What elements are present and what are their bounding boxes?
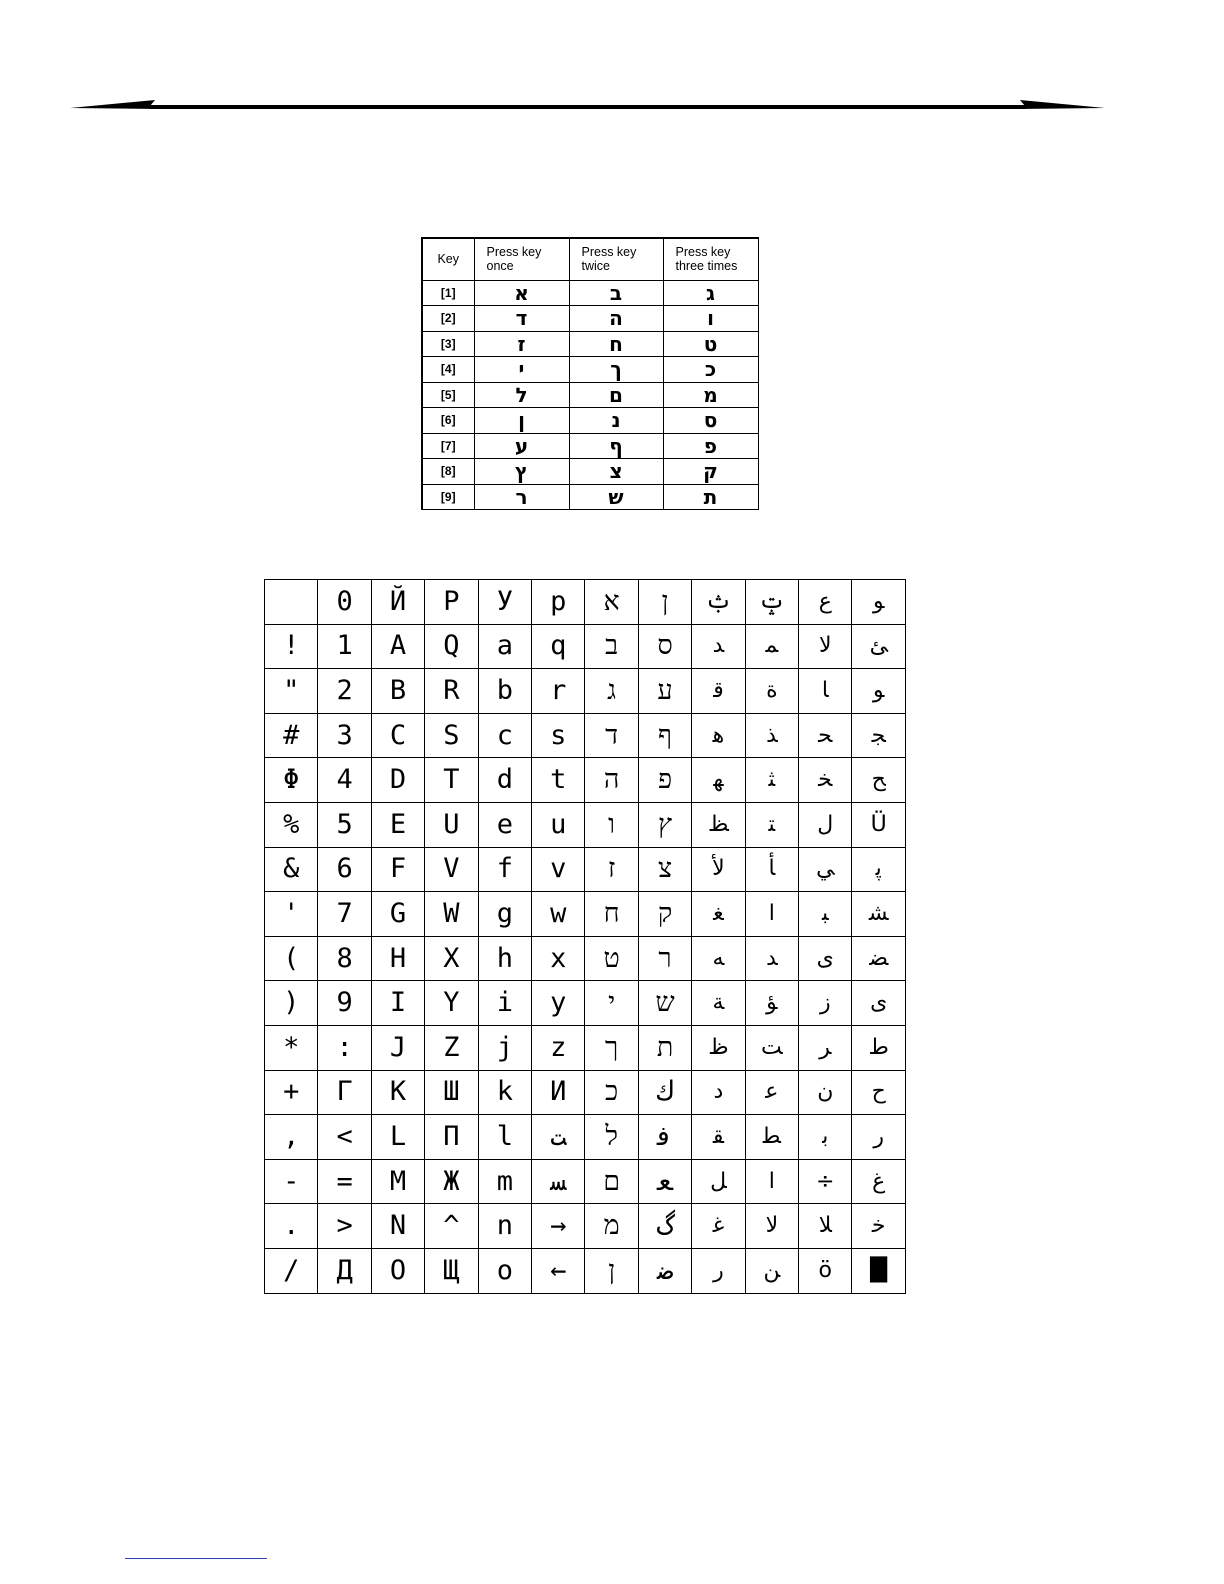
charset-cell: ﻓ xyxy=(638,1115,691,1160)
charset-cell: u xyxy=(532,802,585,847)
charset-cell: ק xyxy=(638,892,691,937)
press-once-char: ר xyxy=(474,484,569,510)
charset-cell: Q xyxy=(425,624,478,669)
charset-cell: ﻐ xyxy=(692,892,745,937)
charset-cell: Ш xyxy=(425,1070,478,1115)
charset-cell: ﺸ xyxy=(852,892,906,937)
press-twice-char: ה xyxy=(569,306,663,332)
press-twice-char: נ xyxy=(569,408,663,434)
charset-cell: Φ xyxy=(265,758,318,803)
charset-cell: Г xyxy=(318,1070,371,1115)
charset-cell: ﻍ xyxy=(852,1159,906,1204)
charset-cell: ﻏ xyxy=(692,1204,745,1249)
header-key: Key xyxy=(422,238,474,280)
charset-cell: ך xyxy=(585,1025,638,1070)
charset-cell: f xyxy=(478,847,531,892)
charset-row xyxy=(265,624,906,669)
charset-cell: ﺪ xyxy=(692,624,745,669)
charset-cell: ﻆ xyxy=(692,802,745,847)
press-three-char: ס xyxy=(663,408,758,434)
charset-cell xyxy=(265,580,318,625)
charset-cell: כ xyxy=(585,1070,638,1115)
charset-row xyxy=(265,892,906,937)
key-table-row xyxy=(422,408,758,434)
key-label: [4] xyxy=(422,357,474,383)
charset-cell: 1 xyxy=(318,624,371,669)
charset-row xyxy=(265,802,906,847)
charset-cell: n xyxy=(478,1204,531,1249)
charset-cell: , xyxy=(265,1115,318,1160)
charset-cell: 7 xyxy=(318,892,371,937)
charset-cell: B xyxy=(371,669,424,714)
charset-cell: И xyxy=(532,1070,585,1115)
header-press-once-line1: Press key xyxy=(486,245,542,260)
charset-cell: ﺭ xyxy=(852,1115,906,1160)
press-three-char: ט xyxy=(663,331,758,357)
charset-cell: ﺖ xyxy=(532,1115,585,1160)
charset-cell: ﻌ xyxy=(638,1159,691,1204)
charset-cell: ט xyxy=(585,936,638,981)
charset-cell: " xyxy=(265,669,318,714)
charset-cell: G xyxy=(371,892,424,937)
charset-cell: X xyxy=(425,936,478,981)
charset-cell: 6 xyxy=(318,847,371,892)
charset-row xyxy=(265,1204,906,1249)
charset-cell: b xyxy=(478,669,531,714)
charset-cell: ݓ xyxy=(745,580,798,625)
charset-row xyxy=(265,1159,906,1204)
press-three-char: ג xyxy=(663,280,758,306)
charset-cell: g xyxy=(478,892,531,937)
key-label: [7] xyxy=(422,433,474,459)
press-once-char: א xyxy=(474,280,569,306)
charset-cell: # xyxy=(265,713,318,758)
charset-cell: v xyxy=(532,847,585,892)
charset-cell: F xyxy=(371,847,424,892)
header-press-twice xyxy=(569,238,663,280)
charset-cell: ا xyxy=(745,892,798,937)
charset-cell: ﻼ xyxy=(799,1204,852,1249)
charset-cell: ﻙ xyxy=(638,1070,691,1115)
charset-cell: W xyxy=(425,892,478,937)
charset-cell: R xyxy=(425,669,478,714)
charset-cell: U xyxy=(425,802,478,847)
press-twice-char: צ xyxy=(569,459,663,485)
charset-cell: Z xyxy=(425,1025,478,1070)
charset-cell: ﺢ xyxy=(852,758,906,803)
charset-cell: + xyxy=(265,1070,318,1115)
charset-row xyxy=(265,981,906,1026)
charset-cell: ﺔ xyxy=(692,981,745,1026)
charset-cell: j xyxy=(478,1025,531,1070)
charset-cell: Д xyxy=(318,1248,371,1293)
header-rule-right-taper xyxy=(1015,100,1105,109)
charset-cell: ← xyxy=(532,1248,585,1293)
press-once-char: ע xyxy=(474,433,569,459)
charset-row xyxy=(265,580,906,625)
charset-cell: 0 xyxy=(318,580,371,625)
press-three-char: פ xyxy=(663,433,758,459)
charset-cell: r xyxy=(532,669,585,714)
charset-cell: & xyxy=(265,847,318,892)
charset-cell: ! xyxy=(265,624,318,669)
charset-cell: 8 xyxy=(318,936,371,981)
charset-cell: ﻄ xyxy=(745,1115,798,1160)
charset-row xyxy=(265,713,906,758)
charset-cell: 5 xyxy=(318,802,371,847)
charset-cell: y xyxy=(532,981,585,1026)
charset-row xyxy=(265,1115,906,1160)
charset-row xyxy=(265,1025,906,1070)
header-press-twice-line1: Press key xyxy=(581,245,637,260)
charset-cell: T xyxy=(425,758,478,803)
charset-cell: ו xyxy=(585,802,638,847)
charset-row xyxy=(265,669,906,714)
charset-cell: w xyxy=(532,892,585,937)
charset-cell: ن xyxy=(799,1070,852,1115)
press-twice-char: ח xyxy=(569,331,663,357)
charset-cell: ף xyxy=(638,713,691,758)
charset-cell: > xyxy=(318,1204,371,1249)
charset-cell: ﻞ xyxy=(692,1159,745,1204)
press-twice-char: ם xyxy=(569,382,663,408)
charset-cell: ﺯ xyxy=(799,981,852,1026)
press-once-char: ד xyxy=(474,306,569,332)
key-label: [3] xyxy=(422,331,474,357)
charset-cell: ﺎ xyxy=(799,669,852,714)
charset-cell: ﺡ xyxy=(852,1070,906,1115)
charset-cell: i xyxy=(478,981,531,1026)
header-press-once xyxy=(474,238,569,280)
key-table-row xyxy=(422,382,758,408)
charset-cell: ﮒ xyxy=(638,1204,691,1249)
charset-cell: x xyxy=(532,936,585,981)
charset-cell: ة xyxy=(745,669,798,714)
key-table-row xyxy=(422,357,758,383)
charset-cell: ל xyxy=(585,1115,638,1160)
charset-cell: ג xyxy=(585,669,638,714)
charset-cell: l xyxy=(478,1115,531,1160)
press-three-char: ק xyxy=(663,459,758,485)
charset-row xyxy=(265,758,906,803)
charset-cell: z xyxy=(532,1025,585,1070)
charset-cell: E xyxy=(371,802,424,847)
charset-cell: 4 xyxy=(318,758,371,803)
key-table-row xyxy=(422,484,758,510)
header-press-three-line2: three times xyxy=(675,259,738,274)
key-table-row xyxy=(422,306,758,332)
press-twice-char: ב xyxy=(569,280,663,306)
charset-cell: ﻫ xyxy=(692,713,745,758)
charset-cell: י xyxy=(585,981,638,1026)
charset-cell: ﻻ xyxy=(745,1204,798,1249)
charset-cell: ﺩ xyxy=(692,1070,745,1115)
charset-cell: h xyxy=(478,936,531,981)
charset-cell: ﻤ xyxy=(745,624,798,669)
header-rule-bar xyxy=(150,105,1026,109)
charset-cell: ש xyxy=(638,981,691,1026)
charset-cell: ﺤ xyxy=(799,713,852,758)
charset-cell: ﺍ xyxy=(745,1159,798,1204)
charset-cell: ז xyxy=(585,847,638,892)
charset-cell: ﺑ xyxy=(799,1115,852,1160)
charset-cell: 2 xyxy=(318,669,371,714)
charset-cell: ץ xyxy=(638,802,691,847)
key-table-header-row xyxy=(422,238,758,280)
charset-cell: ע xyxy=(638,669,691,714)
charset-cell: У xyxy=(478,580,531,625)
charset-cell: ﻘ xyxy=(692,1115,745,1160)
press-three-char: כ xyxy=(663,357,758,383)
charset-cell: ב xyxy=(585,624,638,669)
charset-cell: П xyxy=(425,1115,478,1160)
character-set-grid xyxy=(264,579,906,1294)
charset-cell: ﻋ xyxy=(745,1070,798,1115)
header-rule xyxy=(0,0,1224,130)
key-table-row xyxy=(422,280,758,306)
key-label: [6] xyxy=(422,408,474,434)
hebrew-key-table xyxy=(421,237,759,510)
charset-cell: s xyxy=(532,713,585,758)
key-label: [5] xyxy=(422,382,474,408)
charset-cell: ﻗ xyxy=(692,669,745,714)
charset-cell: A xyxy=(371,624,424,669)
charset-cell: ﻀ xyxy=(852,936,906,981)
charset-cell: █ xyxy=(852,1248,906,1293)
charset-cell: S xyxy=(425,713,478,758)
charset-cell: ﺴ xyxy=(532,1159,585,1204)
charset-cell: K xyxy=(371,1070,424,1115)
charset-cell: e xyxy=(478,802,531,847)
key-label: [8] xyxy=(422,459,474,485)
charset-cell: צ xyxy=(638,847,691,892)
charset-cell: ﺬ xyxy=(745,713,798,758)
header-press-twice-line2: twice xyxy=(581,259,610,274)
charset-cell: 3 xyxy=(318,713,371,758)
charset-cell: ן xyxy=(585,1248,638,1293)
charset-cell: k xyxy=(478,1070,531,1115)
charset-cell: < xyxy=(318,1115,371,1160)
charset-cell: ﻮ xyxy=(852,669,906,714)
charset-cell: ﺨ xyxy=(799,758,852,803)
charset-cell: ח xyxy=(585,892,638,937)
charset-cell: J xyxy=(371,1025,424,1070)
charset-cell: O xyxy=(371,1248,424,1293)
charset-cell: ﻷ xyxy=(692,847,745,892)
charset-cell: ) xyxy=(265,981,318,1026)
charset-cell: ת xyxy=(638,1025,691,1070)
charset-cell: a xyxy=(478,624,531,669)
charset-cell: ﺪ xyxy=(745,936,798,981)
charset-cell: = xyxy=(318,1159,371,1204)
charset-cell: Й xyxy=(371,580,424,625)
key-table-row xyxy=(422,459,758,485)
charset-cell: ﻅ xyxy=(692,1025,745,1070)
charset-cell: ﺊ xyxy=(852,624,906,669)
press-once-char: י xyxy=(474,357,569,383)
key-table-row xyxy=(422,433,758,459)
charset-cell: ﺜ xyxy=(745,758,798,803)
charset-cell: ﺖ xyxy=(745,1025,798,1070)
charset-cell: - xyxy=(265,1159,318,1204)
charset-cell: ^ xyxy=(425,1204,478,1249)
press-twice-char: ף xyxy=(569,433,663,459)
charset-cell: c xyxy=(478,713,531,758)
header-press-once-line2: once xyxy=(486,259,514,274)
charset-cell: ( xyxy=(265,936,318,981)
charset-cell: ﻪ xyxy=(692,936,745,981)
charset-row xyxy=(265,847,906,892)
charset-cell: L xyxy=(371,1115,424,1160)
charset-cell: ﺭ xyxy=(692,1248,745,1293)
charset-cell: M xyxy=(371,1159,424,1204)
charset-cell: Ü xyxy=(852,802,906,847)
charset-cell: ' xyxy=(265,892,318,937)
charset-cell: I xyxy=(371,981,424,1026)
press-once-char: ז xyxy=(474,331,569,357)
charset-cell: * xyxy=(265,1025,318,1070)
charset-cell: ם xyxy=(585,1159,638,1204)
footer-rule xyxy=(125,1558,267,1559)
press-three-char: ו xyxy=(663,306,758,332)
charset-cell: Y xyxy=(425,981,478,1026)
charset-cell: ﻝ xyxy=(799,802,852,847)
charset-cell: ى xyxy=(852,981,906,1026)
charset-cell: Ж xyxy=(425,1159,478,1204)
press-twice-char: ש xyxy=(569,484,663,510)
charset-cell: ﻮ xyxy=(852,580,906,625)
charset-cell: C xyxy=(371,713,424,758)
charset-cell: / xyxy=(265,1248,318,1293)
charset-row xyxy=(265,1070,906,1115)
charset-cell: ן xyxy=(638,580,691,625)
charset-cell: ד xyxy=(585,713,638,758)
charset-cell: א xyxy=(585,580,638,625)
charset-cell: ﺒ xyxy=(799,892,852,937)
charset-cell: q xyxy=(532,624,585,669)
charset-cell: H xyxy=(371,936,424,981)
charset-cell: ﯼ xyxy=(799,936,852,981)
charset-cell: N xyxy=(371,1204,424,1249)
charset-cell: o xyxy=(478,1248,531,1293)
charset-cell: ﺘ xyxy=(745,802,798,847)
key-label: [2] xyxy=(422,306,474,332)
charset-cell: ع xyxy=(799,580,852,625)
press-three-char: ת xyxy=(663,484,758,510)
key-label: [1] xyxy=(422,280,474,306)
charset-cell: ה xyxy=(585,758,638,803)
charset-row xyxy=(265,936,906,981)
charset-cell: ﭘ xyxy=(852,847,906,892)
charset-cell: ﺠ xyxy=(852,713,906,758)
charset-cell: V xyxy=(425,847,478,892)
charset-cell: ﺆ xyxy=(745,981,798,1026)
charset-cell: P xyxy=(425,580,478,625)
header-rule-left-taper xyxy=(70,100,160,109)
header-press-three-times xyxy=(663,238,758,280)
charset-cell: D xyxy=(371,758,424,803)
charset-cell: ﺿ xyxy=(638,1248,691,1293)
charset-cell: ö xyxy=(799,1248,852,1293)
charset-cell: d xyxy=(478,758,531,803)
charset-cell: Щ xyxy=(425,1248,478,1293)
charset-cell: פ xyxy=(638,758,691,803)
charset-cell: ﺮ xyxy=(799,1025,852,1070)
charset-cell: : xyxy=(318,1025,371,1070)
charset-cell: ﺄ xyxy=(745,847,798,892)
charset-cell: ݑ xyxy=(692,580,745,625)
charset-cell: t xyxy=(532,758,585,803)
charset-cell: ﺧ xyxy=(852,1204,906,1249)
charset-cell: מ xyxy=(585,1204,638,1249)
charset-cell: ﻻ xyxy=(799,624,852,669)
header-press-three-line1: Press key xyxy=(675,245,731,260)
charset-cell: ﻬ xyxy=(692,758,745,803)
charset-cell: → xyxy=(532,1204,585,1249)
charset-cell: ﻲ xyxy=(799,847,852,892)
charset-cell: ר xyxy=(638,936,691,981)
charset-cell: p xyxy=(532,580,585,625)
charset-cell: ﻦ xyxy=(745,1248,798,1293)
press-once-char: ן xyxy=(474,408,569,434)
press-once-char: ל xyxy=(474,382,569,408)
charset-cell: . xyxy=(265,1204,318,1249)
press-once-char: ץ xyxy=(474,459,569,485)
charset-cell: % xyxy=(265,802,318,847)
press-three-char: מ xyxy=(663,382,758,408)
charset-cell: ÷ xyxy=(799,1159,852,1204)
charset-cell: ס xyxy=(638,624,691,669)
charset-cell: m xyxy=(478,1159,531,1204)
key-table-row xyxy=(422,331,758,357)
key-label: [9] xyxy=(422,484,474,510)
charset-row xyxy=(265,1248,906,1293)
charset-cell: 9 xyxy=(318,981,371,1026)
press-twice-char: ך xyxy=(569,357,663,383)
charset-cell: ط xyxy=(852,1025,906,1070)
